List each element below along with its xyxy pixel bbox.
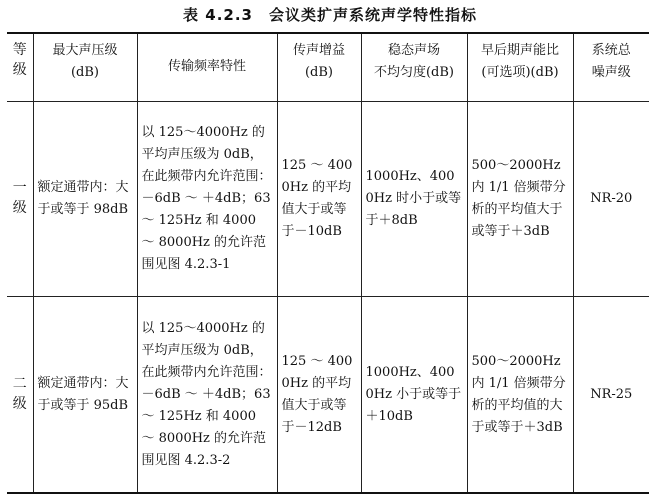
gain-cell: 125 ～ 4000Hz 的平均值大于或等于－10dB: [277, 101, 361, 297]
header-noise: 系统总 噪声级: [573, 33, 649, 101]
gain-cell: 125 ～ 4000Hz 的平均值大于或等于－12dB: [277, 297, 361, 493]
table-row: [7, 101, 649, 297]
header-gain: 传声增益 (dB): [277, 33, 361, 101]
table-title: 表 4.2.3 会议类扩声系统声学特性指标: [183, 6, 477, 24]
noise-cell: NR-20: [573, 101, 649, 297]
energy-ratio-cell: 500～2000Hz 内 1/1 倍频带分析的平均值的大于或等于＋3dB: [467, 297, 573, 493]
header-uniformity: 稳态声场 不均匀度(dB): [361, 33, 467, 101]
uniformity-cell: 1000Hz、4000Hz 小于或等于＋10dB: [361, 297, 467, 493]
header-row: [7, 33, 649, 101]
header-energy-ratio: 早后期声能比 (可选项)(dB): [467, 33, 573, 101]
energy-ratio-cell: 500～2000Hz 内 1/1 倍频带分析的平均值大于或等于＋3dB: [467, 101, 573, 297]
table-row: [7, 297, 649, 493]
header-max-spl: 最大声压级 (dB): [33, 33, 137, 101]
frequency-response-cell: 以 125～4000Hz 的平均声压级为 0dB，在此频带内允许范围：－6dB ～ ＋4dB；63 ～ 125Hz 和 4000 ～ 8000Hz 的允许范围见图 4.2.3-2: [137, 297, 277, 493]
header-frequency-response: 传输频率特性: [137, 33, 277, 101]
uniformity-cell: 1000Hz、4000Hz 时小于或等于＋8dB: [361, 101, 467, 297]
frequency-response-cell: 以 125～4000Hz 的平均声压级为 0dB，在此频带内允许范围：－6dB ～ ＋4dB；63 ～ 125Hz 和 4000 ～ 8000Hz 的允许范围见图 4.2.3-1: [137, 101, 277, 297]
grade-cell: 二级: [7, 297, 33, 493]
max-spl-cell: 额定通带内：大于或等于 95dB: [33, 297, 137, 493]
noise-cell: NR-25: [573, 297, 649, 493]
max-spl-cell: 额定通带内：大于或等于 98dB: [33, 101, 137, 297]
grade-cell: 一级: [7, 101, 33, 297]
header-grade: 等级: [7, 33, 33, 101]
acoustic-spec-table: [7, 32, 649, 494]
